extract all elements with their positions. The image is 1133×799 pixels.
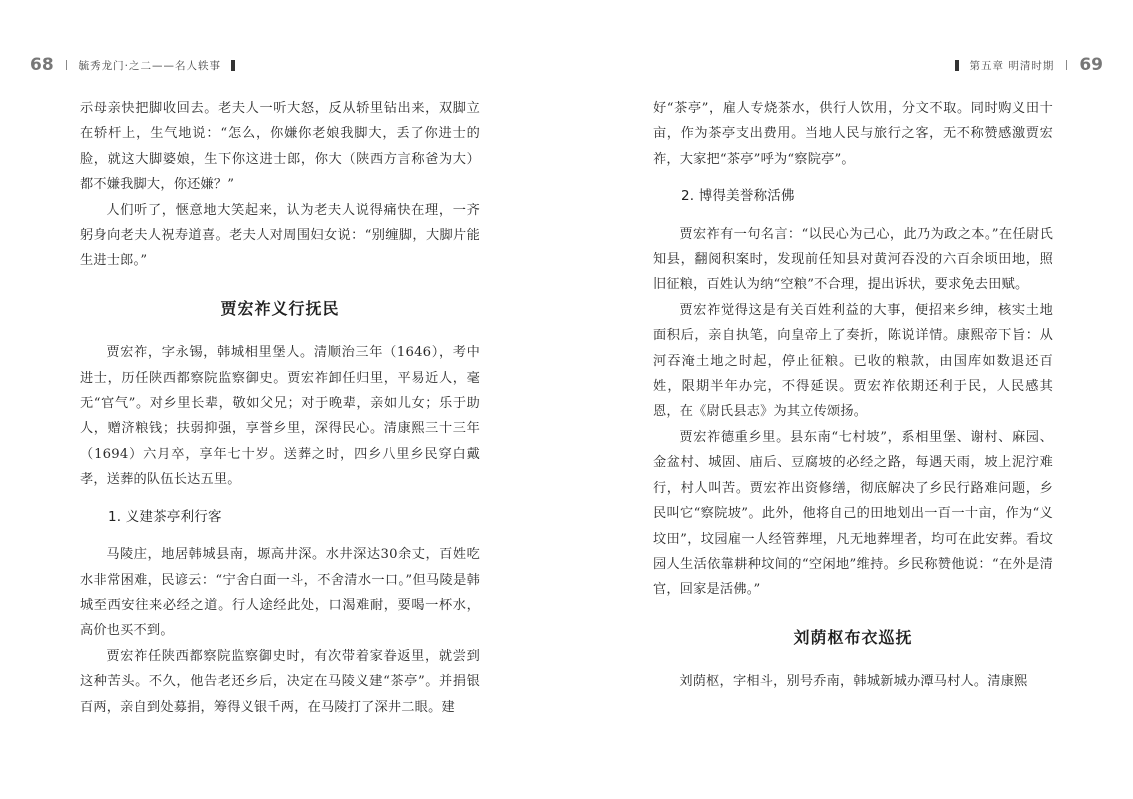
header-block-mark <box>955 60 959 71</box>
section-title: 刘荫枢布衣巡抚 <box>793 627 913 647</box>
left-page <box>0 0 566 799</box>
header-separator <box>1066 60 1067 70</box>
paragraph: 贾宏祚，字永锡，韩城相里堡人。清顺治三年（1646），考中进士，历任陕西都察院监察御史。贾宏祚卸任归里，平易近人，毫无“官气”。对乡里长辈，敬如父兄；对于晚辈，亲如儿女；乐于助人，赠济粮钱；扶弱抑强，享誉乡里，深得民心。清康熙三十三年（1694）六月卒，享年七十岁。送葬之时，四乡八里乡民穿白戴孝，送葬的队伍长达五里。 <box>80 345 480 488</box>
right-page-header <box>945 52 1103 78</box>
paragraph: 示母亲快把脚收回去。老夫人一听大怒，反从轿里钻出来，双脚立在轿杆上，生气地说：“怎么，你嫌你老娘我脚大，丢了你进士的脸，就这大脚婆娘，生下你这进士郎，你大（陕西方言称爸为大）都不嫌我脚大，你还嫌？” <box>80 101 480 193</box>
paragraph: 贾宏祚觉得这是有关百姓利益的大事，便招来乡绅，核实土地面积后，亲自执笔，向皇帝上了奏折，陈说详情。康熙帝下旨：从河吞淹土地之时起，停止征粮。已收的粮款，由国库如数退还百姓，限期半年办完，不得延误。贾宏祚依期还利于民，人民感其恩，在《尉氏县志》为其立传颂扬。 <box>653 302 1053 420</box>
header-block-mark <box>231 60 235 71</box>
paragraph: 好“茶亭”，雇人专烧茶水，供行人饮用，分文不取。同时购义田十亩，作为茶亭支出费用。当地人民与旅行之客，无不称赞感激贾宏祚，大家把“茶亭”呼为“察院亭”。 <box>653 101 1053 167</box>
section-title: 贾宏祚义行抚民 <box>220 298 340 318</box>
right-page <box>566 0 1133 799</box>
header-separator <box>66 60 67 70</box>
right-page-number: 69 <box>1079 55 1103 75</box>
paragraph: 贾宏祚有一句名言：“以民心为己心，此乃为政之本。”在任尉氏知县，翻阅积案时，发现前任知县对黄河吞没的六百余顷田地，照旧征粮，百姓认为纳“空粮”不合理，提出诉状，要求免去田赋。 <box>653 226 1053 293</box>
left-running-title: 毓秀龙门·之二——名人轶事 <box>78 59 222 72</box>
paragraph: 贾宏祚德重乡里。县东南“七村坡”，系相里堡、谢村、麻园、金盆村、城固、庙后、豆腐坡的必经之路，每遇天雨，坡上泥泞难行，村人叫苦。贾宏祚出资修缮，彻底解决了乡民行路难问题，乡民叫它“察院坡”。此外，他将自己的田地划出一百一十亩，作为“义坟田”，坟园雇一人经管葬埋，凡无地葬埋者，均可在此安葬。看坟园人生活依靠耕种坟间的“空闲地”维持。乡民称赞他说：“在外是清官，回家是活佛。” <box>653 429 1053 598</box>
left-page-number: 68 <box>30 55 54 75</box>
left-page-body <box>80 96 480 720</box>
right-running-title: 第五章 明清时期 <box>969 59 1055 72</box>
subsection-title: 2. 博得美誉称活佛 <box>681 188 795 205</box>
paragraph: 马陵庄，地居韩城县南，塬高井深。水井深达30余丈，百姓吃水非常困难，民谚云：“宁舍白面一斗，不舍清水一口。”但马陵是韩城至西安往来必经之道。行人途经此处，口渴难耐，要喝一杯水，高价也买不到。 <box>80 547 480 639</box>
paragraph: 刘荫枢，字相斗，别号乔南，韩城新城办潭马村人。清康熙 <box>679 674 1028 690</box>
left-page-header <box>30 52 245 78</box>
right-page-body <box>653 96 1053 695</box>
paragraph: 贾宏祚任陕西都察院监察御史时，有次带着家眷返里，就尝到这种苦头。不久，他告老还乡后，决定在马陵义建“茶亭”。并捐银百两，亲自到处募捐，筹得义银千两，在马陵打了深井二眼。建 <box>80 648 480 715</box>
subsection-title: 1. 义建茶亭利行客 <box>108 508 222 525</box>
paragraph: 人们听了，惬意地大笑起来，认为老夫人说得痛快在理，一齐躬身向老夫人祝寿道喜。老夫人对周围妇女说：“别缠脚，大脚片能生进士郎。” <box>80 202 480 269</box>
